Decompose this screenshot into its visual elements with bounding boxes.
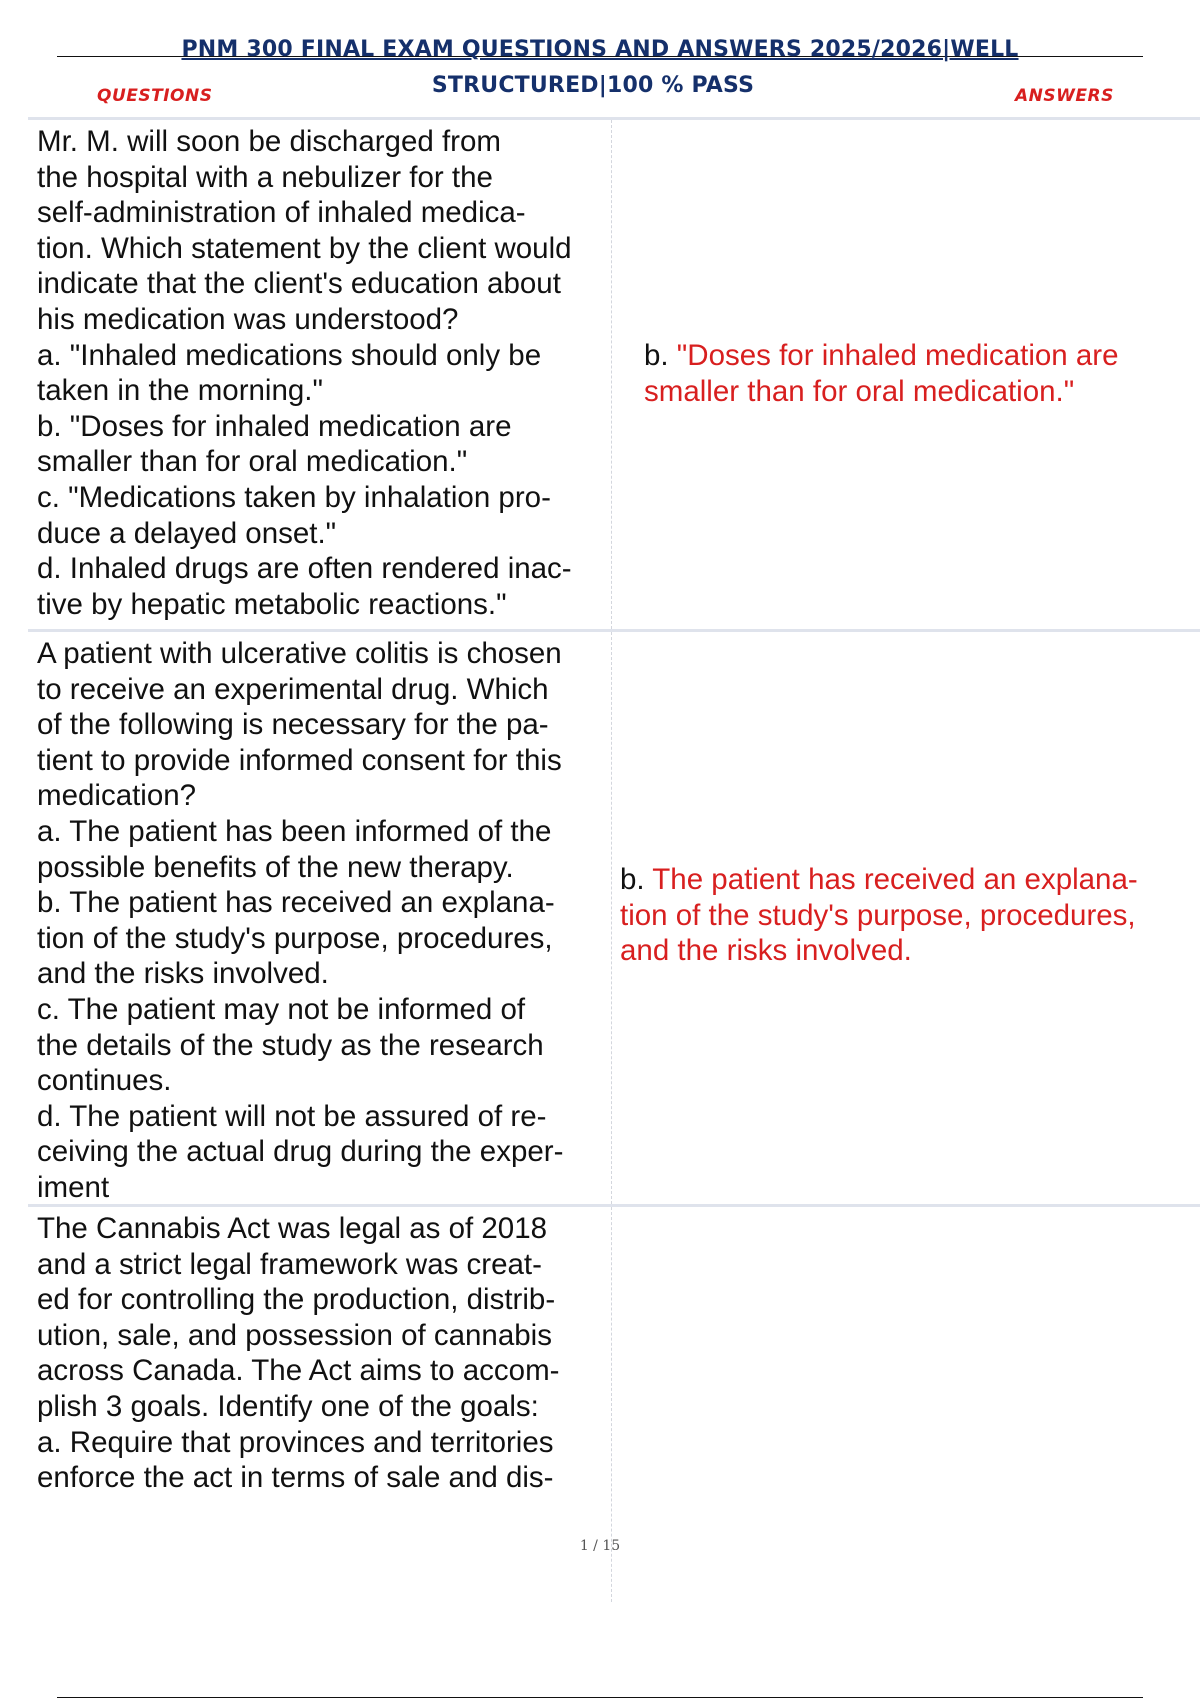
answer-letter: b. — [620, 863, 645, 896]
qa-table — [28, 117, 1200, 1602]
answer-cell — [620, 862, 1138, 969]
answers-column-label: ANSWERS — [1015, 86, 1114, 106]
question-cell: The Cannabis Act was legal as of 2018 and a strict legal framework was creat- ed for controlling the production, distrib- ution, sale, and possession of cannabis across Canada. The Act aims to accom- plish 3 goals. Identify one of the goals: a. Require that provinces and territories enforce the act in terms of sale and dis- — [28, 1207, 612, 1602]
document-title: PNM 300 FINAL EXAM QUESTIONS AND ANSWERS 2025/2026|WELL — [181, 37, 1019, 62]
page-number: 1 / 15 — [579, 1538, 621, 1554]
document-subtitle: STRUCTURED|100 % PASS — [431, 73, 755, 98]
question-cell: A patient with ulcerative colitis is chosen to receive an experimental drug. Which of the following is necessary for the pa- tient to provide informed consent for this medication? a. The patient has been informed of the possible benefits of the new therapy. b. The patient has received an explana- tion of the study's purpose, procedures, and the risks involved. c. The patient may not be informed of the details of the study as the research continues. d. The patient will not be assured of re- ceiving the actual drug during the exper- iment — [28, 632, 612, 1204]
answer-text: The patient has received an explana- tion of the study's purpose, procedures, and the risks involved. — [620, 863, 1138, 968]
table-row — [28, 117, 1200, 629]
questions-column-label: QUESTIONS — [97, 86, 213, 106]
answer-text: "Doses for inhaled medication are smaller than for oral medication." — [644, 339, 1119, 408]
question-cell: Mr. M. will soon be discharged from the hospital with a nebulizer for the self-administration of inhaled medica- tion. Which statement by the client would indicate that the client's education about his medication was understood? a. "Inhaled medications should only be taken in the morning." b. "Doses for inhaled medication are smaller than for oral medication." c. "Medications taken by inhalation pro- duce a delayed onset." d. Inhaled drugs are often rendered inac- tive by hepatic metabolic reactions." — [28, 120, 612, 629]
answer-cell — [644, 338, 1119, 409]
table-row — [28, 629, 1200, 1204]
footer-rule — [57, 1697, 1143, 1698]
answer-letter: b. — [644, 339, 669, 372]
